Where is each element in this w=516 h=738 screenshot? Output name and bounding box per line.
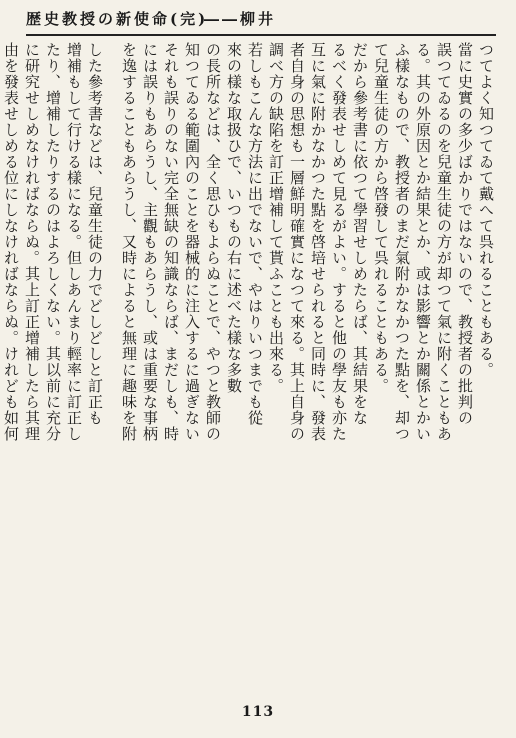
- text-line: の長所などは、全く思ひもよらぬことで、やつと教師の: [204, 42, 222, 442]
- text-line: それも誤りのない完全無缺の知識ならば、まだしも、時: [162, 42, 180, 442]
- text-line: 調べ方の缺陷を訂正增補して貰ふことも出來る。: [267, 42, 285, 394]
- text-line: には誤りもあらうし、主觀もあらうし、或は重要な事柄: [141, 42, 159, 442]
- text-column-left: [0, 42, 105, 678]
- text-line: つてよく知つてゐて戴へて呉れることもある。: [477, 42, 495, 378]
- text-line: 知つてゐる範圍內のことを器械的に注入するに過ぎない: [183, 42, 201, 442]
- header-title: 歴史教授の新使命(完): [26, 10, 209, 28]
- text-line: ふ樣なもので、教授者のまだ氣附かなかつた點を、却つ: [393, 42, 411, 442]
- text-line: 當に史實の多少ばかりではないので、教授者の批判の: [456, 42, 474, 426]
- text-line: した參考書などは、兒童生徒の力でどしどしと訂正も: [86, 42, 104, 426]
- text-line: を逸することもあらうし、又時によると無理に趣味を附: [120, 42, 138, 442]
- text-line: るべく發表せしめて見るがよい。すると他の學友も亦た: [330, 42, 348, 442]
- text-column-right: [118, 42, 496, 678]
- header-rule: [26, 34, 496, 36]
- text-line: 增補もして行ける樣になる。但しあんまり輕率に訂正し: [65, 42, 83, 442]
- text-line: 來の樣な取扱ひで、いつもの右に述べた樣な多數: [225, 42, 243, 394]
- text-line: 由を發表せしめる位にしなければならぬ。けれども如何: [2, 42, 20, 442]
- text-line: 互に氣に附かなかつた點を啓培せられると同時に、發表: [309, 42, 327, 442]
- text-line: 者自身の思想も一層鮮明確實になつて來る。其上自身の: [288, 42, 306, 442]
- text-line: 若しもこんな方法に出でないで、やはりいつまでも從: [246, 42, 264, 426]
- page-number: 113: [241, 704, 275, 720]
- text-line: に研究せしめなければならぬ。其上訂正增補したら其理: [23, 42, 41, 442]
- text-body: [2, 42, 496, 678]
- text-line: たり、增補したりするのはよろしくない。其以前に充分: [44, 42, 62, 442]
- running-header: [0, 0, 516, 36]
- text-line: る。其の外原因とか結果とか、或は影響とか關係とかい: [414, 42, 432, 442]
- text-line: だから參考書に依つて學習せしめたらば、其結果をな: [351, 42, 369, 426]
- header-author: ――柳井: [204, 10, 277, 28]
- text-line: 誤つてゐるのを兒童生徒の方が却つて氣に附くこともあ: [435, 42, 453, 442]
- text-line: て兒童生徒の方から啓發して呉れることもある。: [372, 42, 390, 394]
